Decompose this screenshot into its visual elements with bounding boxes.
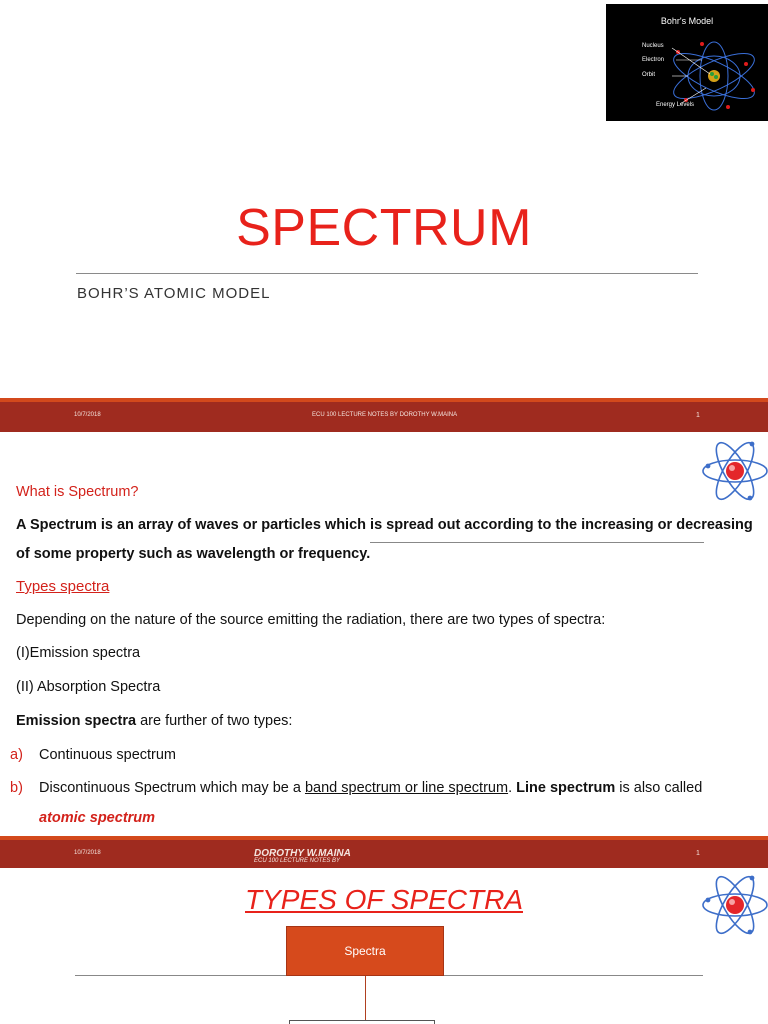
- orbit-label: Orbit: [642, 72, 656, 78]
- b-text-mid: .: [508, 780, 517, 796]
- discontinuous-spectrum-item: [39, 780, 761, 796]
- line-spectrum-bold: Line spectrum: [516, 780, 616, 796]
- spectra-node: Spectra: [286, 926, 444, 976]
- types-intro: Depending on the nature of the source emitting the radiation, there are two types of spectra:: [16, 612, 606, 628]
- footer-text-pre: ECU 100 LECTURE NOTES BY: [254, 858, 341, 864]
- footer-text: ECU 100 LECTURE NOTES BY DOROTHY W.MAINA: [312, 412, 458, 418]
- atom-icon: [700, 436, 768, 506]
- title-slide: [0, 0, 768, 400]
- page-number: 1: [696, 412, 700, 419]
- footer-date: 10/7/2018: [74, 412, 101, 418]
- nucleus-label: Nucleus: [642, 43, 664, 49]
- energy-levels-label: Energy Levels: [656, 102, 695, 108]
- slide-title: TYPES OF SPECTRA: [245, 884, 523, 915]
- emission-rest: are further of two types:: [136, 713, 293, 729]
- page-number: 1: [696, 850, 700, 857]
- slide2-footer: [0, 836, 768, 872]
- emission-bold: Emission spectra: [16, 713, 137, 729]
- spectrum-definition: A Spectrum is an array of waves or particles which is spread out according to the increasing or decreasing of some property such as wavelength or frequency.: [16, 517, 753, 562]
- question-heading: What is Spectrum?: [16, 484, 139, 500]
- slide-title: SPECTRUM: [236, 199, 532, 257]
- slide1-footer: [0, 398, 768, 434]
- emission-subtypes-text: [16, 713, 292, 729]
- continuous-spectrum-item: Continuous spectrum: [39, 747, 177, 763]
- footer-author: DOROTHY W.MAINA: [254, 848, 351, 859]
- list-marker-a: a): [10, 747, 23, 763]
- connector-line: [365, 976, 366, 1020]
- electron-label: Electron: [642, 57, 665, 63]
- b-text-post: is also called: [615, 780, 703, 796]
- types-heading: Types spectra: [16, 578, 110, 595]
- absorption-type-item: (II) Absorption Spectra: [16, 679, 161, 695]
- definition-divider: [370, 542, 704, 543]
- emission-type-item: (I)Emission spectra: [16, 645, 141, 661]
- band-line-spectrum-text: band spectrum or line spectrum: [304, 780, 509, 796]
- list-marker-b: b): [10, 780, 23, 796]
- b-text-pre: Discontinuous Spectrum which may be a: [39, 780, 305, 796]
- slide-subtitle: BOHR’S ATOMIC MODEL: [77, 285, 271, 302]
- child-node: [289, 1020, 435, 1024]
- bohr-model-image: [606, 4, 768, 121]
- title-divider: [76, 273, 698, 274]
- footer-text: [254, 848, 351, 864]
- types-slide: [0, 868, 768, 1024]
- definition-slide: [0, 432, 768, 826]
- bohr-model-caption: Bohr's Model: [660, 16, 714, 26]
- footer-date: 10/7/2018: [74, 850, 101, 856]
- atomic-spectrum-label: atomic spectrum: [39, 810, 156, 826]
